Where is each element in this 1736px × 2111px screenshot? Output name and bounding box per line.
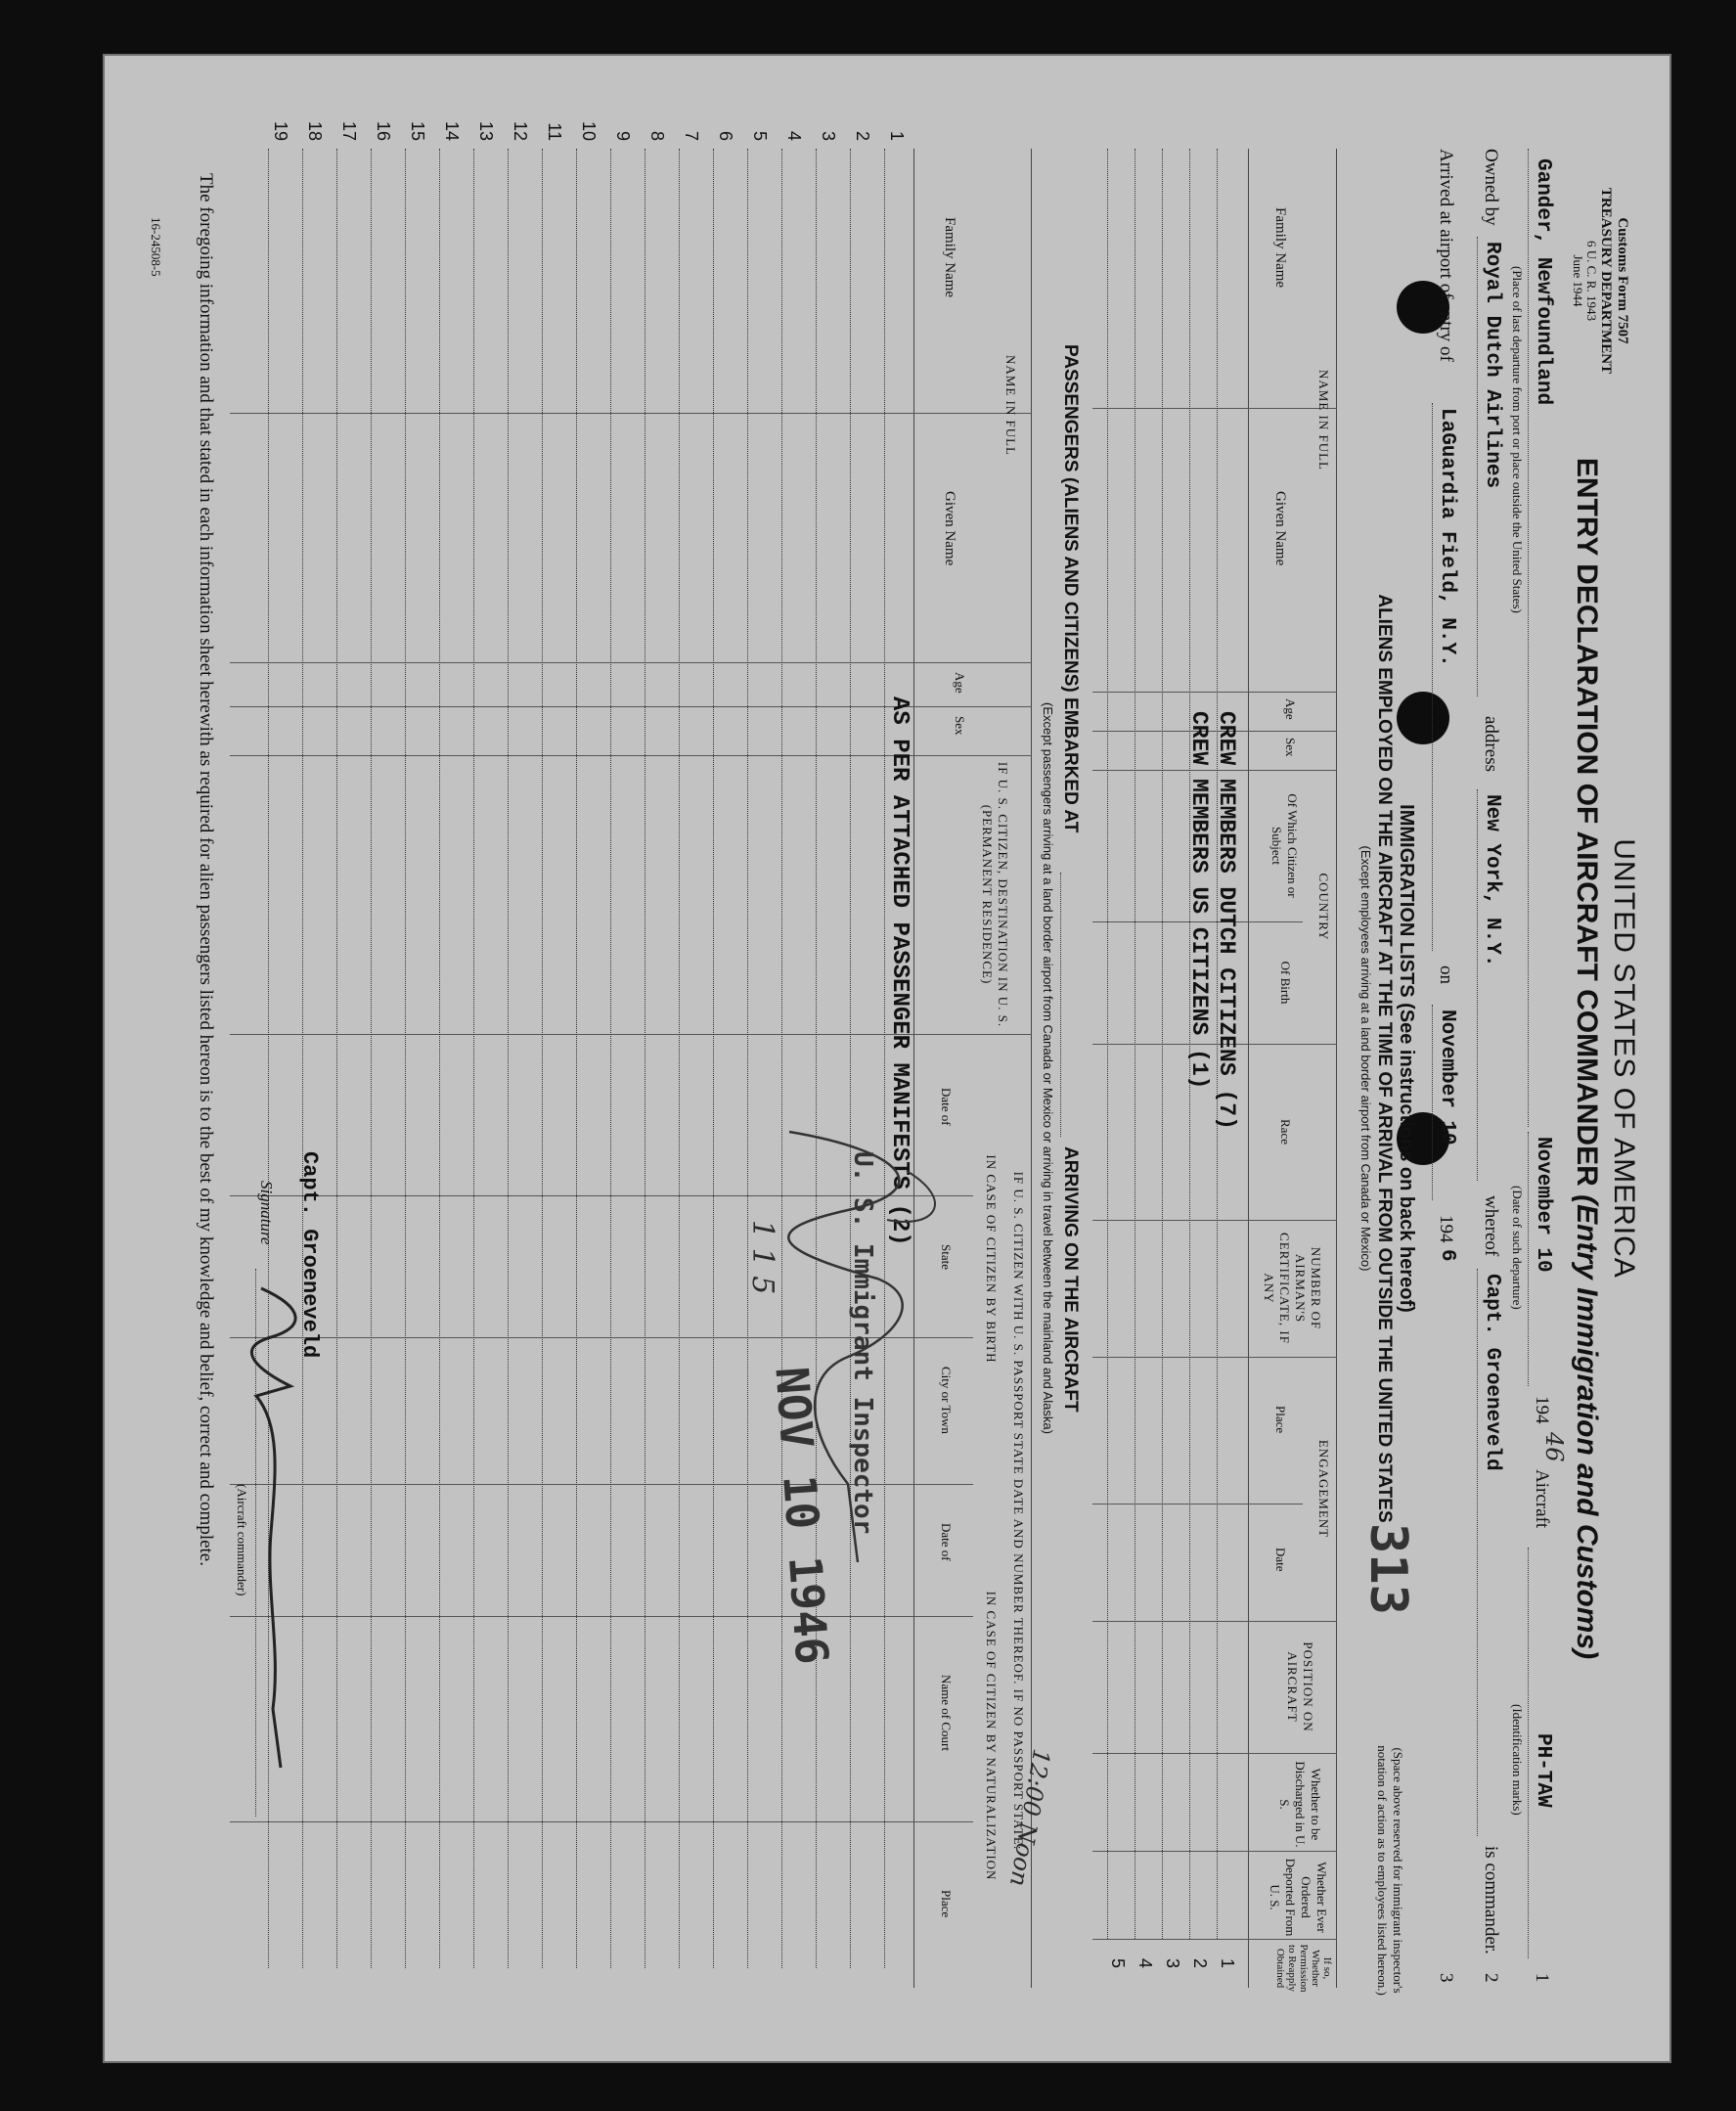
- line-number: 1: [1532, 1973, 1552, 1983]
- reserved-note: (Space above reserved for immigrant inspector's notation of action as to employees listed hereon.): [1375, 1745, 1405, 1996]
- commander-name: Capt. Groeneveld: [1481, 1274, 1503, 1471]
- passenger-table: [230, 120, 1032, 1988]
- col-pax-sex: Sex: [953, 716, 967, 736]
- department: TREASURY DEPARTMENT: [1598, 187, 1615, 375]
- col-pax-name-in-full: NAME IN FULL: [1003, 355, 1018, 456]
- passenger-row-number: 7: [682, 130, 701, 141]
- commander-signature: [242, 1279, 310, 1787]
- col-of-birth: Of Birth: [1278, 961, 1293, 1005]
- col-sex: Sex: [1283, 738, 1298, 757]
- arrival-year-suffix: 6: [1436, 1249, 1458, 1262]
- col-pax-place: Place: [939, 1890, 954, 1918]
- time-note: 12:00 Noon: [1003, 1746, 1056, 1889]
- passenger-row-number: 10: [579, 120, 599, 141]
- passenger-row-number: 15: [408, 120, 427, 141]
- col-country: COUNTRY: [1316, 873, 1331, 941]
- departure-caption: (Place of last departure from port or place outside the United States): [1510, 266, 1525, 613]
- regulation: 6 U. C. R. 1943: [1584, 241, 1599, 321]
- col-pax-birth-date: Date of: [939, 1088, 954, 1126]
- col-race: Race: [1278, 1119, 1293, 1145]
- passenger-row-line: [542, 149, 543, 1968]
- arrival-date: November 10: [1436, 1010, 1458, 1145]
- address-label: address: [1481, 716, 1501, 772]
- aircraft-marks: PH-TAW: [1532, 1733, 1554, 1808]
- departure-date: November 10: [1532, 1137, 1554, 1273]
- passenger-row-line: [336, 149, 337, 1968]
- immigration-heading: IMMIGRATION LISTS (See instructions on back hereof): [1396, 804, 1417, 1313]
- passenger-row-number: 1: [887, 130, 907, 141]
- col-citizen-of: Of Which Citizen or Subject: [1269, 793, 1300, 898]
- signature-caption: (Aircraft commander): [235, 1484, 249, 1596]
- row-number: 4: [1135, 1958, 1155, 1969]
- print-code: 16-24508-5: [149, 217, 163, 277]
- passenger-row-line: [371, 149, 372, 1968]
- col-pax-passport-note: IF U. S. CITIZEN WITH U. S. PASSPORT STATE DATE AND NUMBER THEREOF. IF NO PASSPORT STATE:: [1011, 1171, 1026, 1851]
- inspector-initials: 1 1 5: [745, 1220, 779, 1295]
- line-number: 2: [1481, 1973, 1501, 1983]
- passenger-row-number: 18: [305, 120, 325, 141]
- owned-by-label: Owned by: [1481, 149, 1501, 226]
- immigration-note: (Except employees arriving at a land border airport from Canada or Mexico): [1358, 845, 1373, 1272]
- col-pax-age: Age: [953, 672, 967, 694]
- year-suffix: 46: [1540, 1432, 1568, 1462]
- passenger-row-line: [816, 149, 817, 1968]
- passenger-row-number: 8: [647, 130, 667, 141]
- document-sheet: [103, 54, 1671, 2063]
- passenger-row-line: [508, 149, 509, 1968]
- signature-label: Signature: [257, 1181, 276, 1245]
- passenger-row-number: 5: [750, 130, 770, 141]
- col-discharged: Whether to be Discharged in U. S.: [1277, 1761, 1323, 1848]
- form-number: Customs Form 7507: [1615, 217, 1630, 344]
- passenger-row-number: 3: [819, 130, 838, 141]
- passenger-row-number: 9: [613, 130, 633, 141]
- entry-declaration-form: [105, 56, 1669, 2061]
- passenger-row-number: 16: [374, 120, 393, 141]
- signer-name: Capt. Groeneveld: [297, 1151, 322, 1359]
- country-heading: UNITED STATES OF AMERICA: [1608, 838, 1640, 1279]
- title-block: [1570, 56, 1640, 2061]
- passenger-row-line: [473, 149, 474, 1968]
- passenger-row-number: 17: [339, 120, 359, 141]
- col-pax-birth-city: City or Town: [939, 1367, 954, 1434]
- passengers-arriving: ARRIVING ON THE AIRCRAFT: [1060, 1146, 1081, 1413]
- col-position: POSITION ON AIRCRAFT: [1285, 1641, 1315, 1732]
- departure-place: Gander, Newfoundland: [1532, 158, 1554, 406]
- col-pax-birth-state: State: [939, 1244, 954, 1270]
- col-family-name: Family Name: [1272, 207, 1288, 289]
- passenger-row-number: 4: [784, 130, 804, 141]
- passengers-heading: PASSENGERS (ALIENS AND CITIZENS) EMBARKED AT: [1060, 344, 1081, 833]
- form-subtitle: (Entry Immigration and Customs): [1571, 1194, 1603, 1660]
- passenger-row-line: [781, 149, 782, 1968]
- inspector-stamp: U. S. Immigrant Inspector: [848, 1151, 877, 1535]
- col-given-name: Given Name: [1272, 491, 1288, 566]
- col-engagement-date: Date: [1273, 1548, 1288, 1572]
- arrival-year-prefix: 194: [1436, 1215, 1456, 1243]
- col-pax-destination: IF U. S. CITIZEN, DESTINATION IN U. S. (PERMANENT RESIDENCE): [980, 761, 1010, 1028]
- aircraft-label: Aircraft: [1532, 1469, 1552, 1529]
- form-title: ENTRY DECLARATION OF AIRCRAFT COMMANDER: [1571, 457, 1603, 1187]
- row-number: 1: [1218, 1958, 1237, 1969]
- row-number: 2: [1190, 1958, 1210, 1969]
- passenger-row-line: [747, 149, 748, 1968]
- owner: Royal Dutch Airlines: [1481, 242, 1503, 489]
- departure-date-caption: (Date of such departure): [1510, 1186, 1525, 1310]
- passenger-entry: AS PER ATTACHED PASSENGER MANIFESTS (2): [886, 696, 913, 1246]
- passenger-row-line: [610, 149, 611, 1968]
- row-number: 5: [1108, 1958, 1128, 1969]
- passenger-row-number: 19: [271, 120, 290, 141]
- passenger-row-number: 11: [545, 122, 564, 141]
- form-date: June 1944: [1570, 254, 1585, 307]
- col-airman-cert: NUMBER OF AIRMAN'S CERTIFICATE, IF ANY: [1262, 1233, 1323, 1344]
- passenger-row-number: 13: [476, 120, 496, 141]
- date-stamp: NOV 10 1946: [765, 1365, 839, 1667]
- col-engagement: ENGAGEMENT: [1316, 1439, 1331, 1539]
- col-pax-family-name: Family Name: [942, 217, 957, 298]
- aircraft-caption: (Identification marks): [1510, 1704, 1525, 1816]
- passenger-row-number: 2: [853, 130, 872, 141]
- line-number: 3: [1436, 1973, 1456, 1983]
- col-age: Age: [1283, 698, 1298, 720]
- passenger-row-line: [439, 149, 440, 1968]
- whereof-label: whereof: [1481, 1195, 1501, 1257]
- passenger-row-line: [713, 149, 714, 1968]
- col-name-in-full: NAME IN FULL: [1316, 370, 1331, 471]
- immigration-subheading: ALIENS EMPLOYED ON THE AIRCRAFT AT THE TIME OF ARRIVAL FROM OUTSIDE THE UNITED STATES: [1374, 594, 1395, 1523]
- row-number: 3: [1163, 1958, 1182, 1969]
- passenger-row-line: [850, 149, 851, 1968]
- owner-address: New York, N.Y.: [1481, 794, 1503, 967]
- col-permission: If so, Whether Permission to Reapply Obtained: [1274, 1944, 1333, 1993]
- on-label: on: [1436, 966, 1456, 984]
- passenger-row-line: [884, 149, 885, 1968]
- arrival-airport: LaGuardia Field, N.Y.: [1436, 408, 1458, 667]
- year-prefix: 194: [1532, 1396, 1552, 1424]
- passenger-row-number: 12: [511, 120, 530, 141]
- is-commander-label: is commander.: [1481, 1846, 1501, 1954]
- passenger-row-line: [405, 149, 406, 1968]
- col-engagement-place: Place: [1273, 1406, 1288, 1434]
- passenger-row-number: 6: [716, 130, 735, 141]
- passengers-note: (Except passengers arriving at a land border airport from Canada or Mexico or arriving in travel between the mainland and Alaska): [1041, 702, 1055, 1434]
- col-pax-nat-date: Date of: [939, 1523, 954, 1561]
- statement: The foregoing information and that stated in each information sheet herewith as required for alien passengers listed hereon is to the best of my knowledge and belief, correct and complete.: [196, 173, 216, 1566]
- col-pax-by-birth: IN CASE OF CITIZEN BY BIRTH: [984, 1154, 999, 1364]
- col-pax-court: Name of Court: [939, 1675, 954, 1751]
- col-deported: Whether Ever Ordered Deported From U. S.: [1268, 1858, 1329, 1937]
- entry-number: 313: [1358, 1523, 1417, 1615]
- crew-table: [1092, 149, 1337, 1993]
- passenger-row-number: 14: [442, 120, 462, 141]
- col-pax-given-name: Given Name: [942, 491, 957, 566]
- passenger-row-line: [576, 149, 577, 1968]
- col-pax-by-naturalization: IN CASE OF CITIZEN BY NATURALIZATION: [984, 1591, 999, 1881]
- crew-entry-us: CREW MEMBERS US CITIZENS (1): [1186, 711, 1212, 1090]
- crew-entry-dutch: CREW MEMBERS DUTCH CITIZENS (7): [1214, 711, 1239, 1130]
- passenger-row-line: [679, 149, 680, 1968]
- arrived-label: Arrived at airport of entry of: [1436, 149, 1456, 362]
